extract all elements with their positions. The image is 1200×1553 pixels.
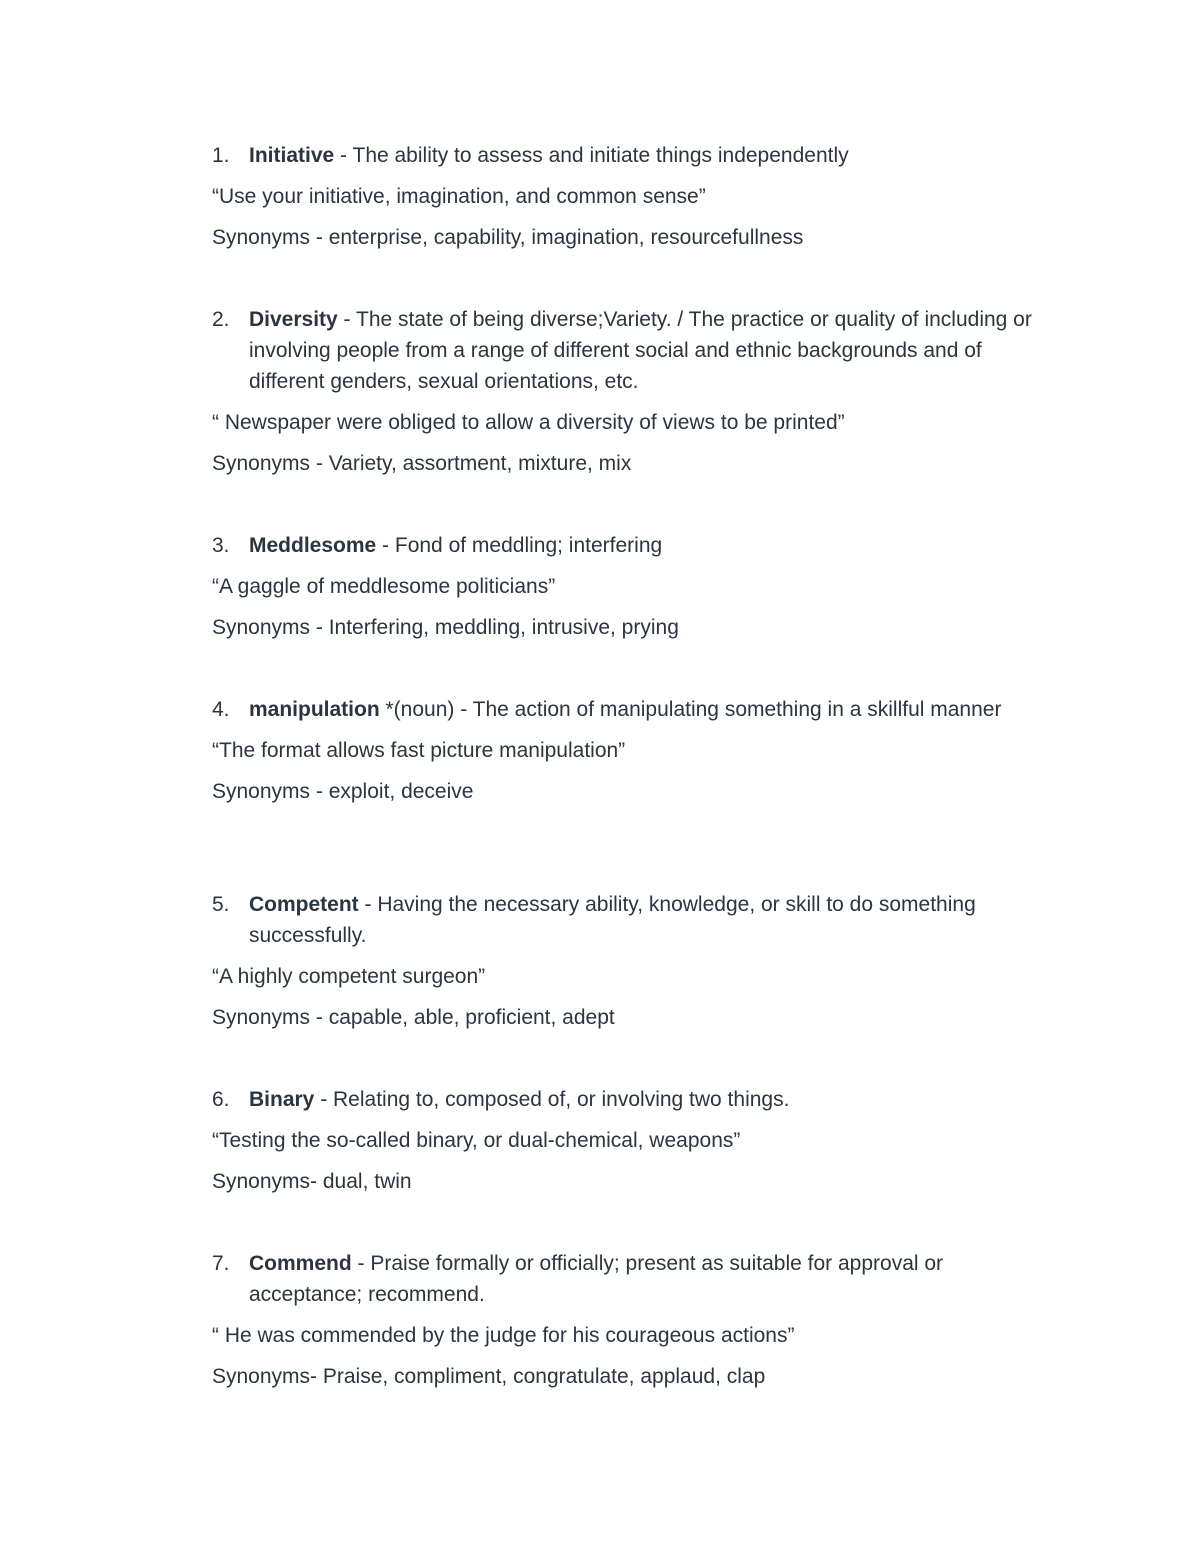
definition-line	[212, 889, 1042, 951]
vocab-entry-commend	[212, 1248, 1042, 1392]
term: Commend	[249, 1252, 352, 1275]
list-number: 3.	[212, 534, 230, 557]
term: Diversity	[249, 308, 338, 331]
definition: - The state of being diverse;Variety. / The practice or quality of including or involving people from a range of different social and ethnic backgrounds and of different genders, sexual orientations, etc.	[249, 308, 1032, 393]
vocab-entry-meddlesome	[212, 530, 1042, 643]
definition-line	[212, 1084, 1042, 1115]
vocab-entry-competent	[212, 889, 1042, 1033]
synonyms-line: Synonyms- dual, twin	[212, 1170, 412, 1193]
example-sentence: “A gaggle of meddlesome politicians”	[212, 575, 556, 598]
term: Meddlesome	[249, 534, 377, 557]
list-number: 6.	[212, 1088, 230, 1111]
synonyms-line: Synonyms- Praise, compliment, congratulate, applaud, clap	[212, 1365, 766, 1388]
term: Initiative	[249, 144, 335, 167]
definition: - Relating to, composed of, or involving two things.	[314, 1088, 790, 1111]
definition-line	[212, 694, 1042, 725]
vocab-entry-binary	[212, 1084, 1042, 1197]
definition: - Having the necessary ability, knowledge, or skill to do something successfully.	[249, 893, 976, 947]
definition: - The ability to assess and initiate things independently	[334, 144, 849, 167]
example-sentence: “A highly competent surgeon”	[212, 965, 486, 988]
example-sentence: “Use your initiative, imagination, and common sense”	[212, 185, 706, 208]
example-sentence: “ He was commended by the judge for his courageous actions”	[212, 1324, 795, 1347]
definition-line	[212, 140, 1042, 171]
list-number: 1.	[212, 144, 230, 167]
vocab-entry-initiative	[212, 140, 1042, 253]
definition: - Fond of meddling; interfering	[376, 534, 663, 557]
definition-line	[212, 1248, 1042, 1310]
term: manipulation	[249, 698, 380, 721]
vocab-entry-diversity	[212, 304, 1042, 479]
definition: *(noun) - The action of manipulating something in a skillful manner	[379, 698, 1002, 721]
definition-line	[212, 304, 1042, 397]
synonyms-line: Synonyms - capable, able, proficient, adept	[212, 1006, 615, 1029]
list-number: 5.	[212, 893, 230, 916]
vocab-entry-manipulation	[212, 694, 1042, 807]
example-sentence: “The format allows fast picture manipulation”	[212, 739, 626, 762]
synonyms-line: Synonyms - Interfering, meddling, intrusive, prying	[212, 616, 679, 639]
example-sentence: “Testing the so-called binary, or dual-chemical, weapons”	[212, 1129, 741, 1152]
list-number: 7.	[212, 1252, 230, 1275]
term: Competent	[249, 893, 359, 916]
list-number: 2.	[212, 308, 230, 331]
definition-line	[212, 530, 1042, 561]
definition: - Praise formally or officially; present as suitable for approval or acceptance; recommend.	[249, 1252, 944, 1306]
list-number: 4.	[212, 698, 230, 721]
synonyms-line: Synonyms - enterprise, capability, imagination, resourcefullness	[212, 226, 804, 249]
term: Binary	[249, 1088, 315, 1111]
synonyms-line: Synonyms - exploit, deceive	[212, 780, 474, 803]
example-sentence: “ Newspaper were obliged to allow a diversity of views to be printed”	[212, 411, 845, 434]
synonyms-line: Synonyms - Variety, assortment, mixture, mix	[212, 452, 632, 475]
